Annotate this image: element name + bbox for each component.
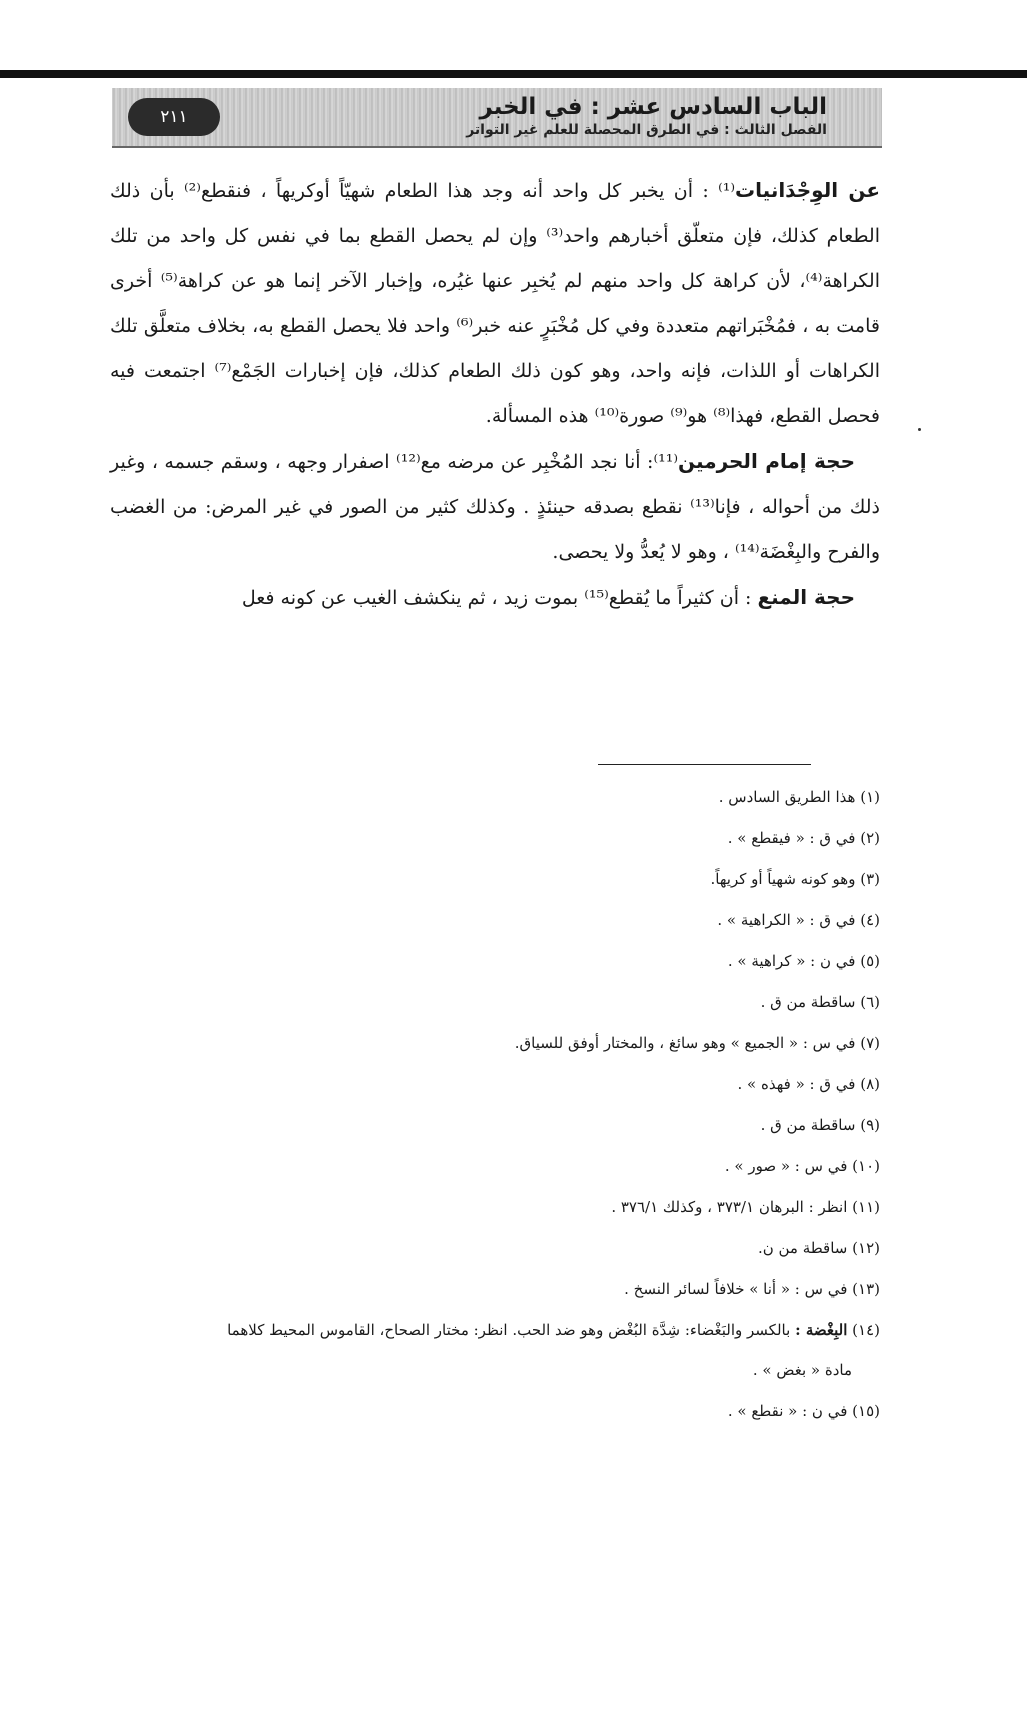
footnote-separator: [598, 764, 811, 765]
footnote-text: بالكسر والبَغْضاء: شِدَّة البُغْض وهو ضد الحب. انظر: مختار الصحاح، القاموس المحيط كلاهما: [227, 1321, 791, 1339]
footnote-text: في ق : « الكراهية » .: [717, 911, 856, 929]
top-rule: [0, 70, 1027, 78]
term-man: حجة المنع: [757, 585, 855, 609]
footnote-text: في ن : « كراهية » .: [727, 952, 856, 970]
paragraph-man: [110, 575, 880, 621]
paragraph-text: ⁽¹¹⁾: أنا نجد المُخْبِر عن مرضه مع⁽¹²⁾ اصفرار وجهه ، وسقم جسمه ، وغير ذلك من أحواله ، فإنا⁽¹³⁾ نقطع بصدقه حينئذٍ . وكذلك كثير من الصور في غير المرض: من الغضب والفرح والبِغْضَة⁽¹⁴⁾ ، وهو لا يُعدُّ ولا يحصى.: [110, 451, 880, 563]
footnote-text: ساقطة من ن.: [757, 1239, 848, 1257]
footnote-text: في ن : « نقطع » .: [727, 1402, 848, 1420]
footnote: [60, 1310, 880, 1350]
footnote: [60, 1146, 880, 1187]
footnote-number: (١١): [852, 1198, 880, 1216]
footnote: [60, 900, 880, 941]
footnote-number: (٥): [860, 952, 880, 970]
footnote-number: (١): [860, 788, 880, 806]
footnote-number: (١٢): [852, 1239, 880, 1257]
paragraph-wijdaniyyat: [110, 168, 880, 439]
footnote-number: (٢): [860, 829, 880, 847]
footnote-text: في ق : « فيقطع » .: [727, 829, 856, 847]
footnote: [60, 777, 880, 818]
footnote-number: (٣): [860, 870, 880, 888]
paragraph-imam-haramain: [110, 439, 880, 575]
footnote: [60, 1064, 880, 1105]
footnote-text: في س : « أنا » خلافاً لسائر النسخ .: [624, 1280, 848, 1298]
paragraph-text: : أن كثيراً ما يُقطع⁽¹⁵⁾ بموت زيد ، ثم ينكشف الغيب عن كونه فعل: [241, 587, 758, 609]
footnote-text: في س : « الجميع » وهو سائغ ، والمختار أوفق للسياق.: [514, 1034, 856, 1052]
footnote-number: (٤): [860, 911, 880, 929]
footnote: [60, 982, 880, 1023]
footnote-number: (٦): [860, 993, 880, 1011]
footnote-text: هذا الطريق السادس .: [718, 788, 856, 806]
footnote-number: (٧): [860, 1034, 880, 1052]
footnote: [60, 818, 880, 859]
footnote: [60, 1023, 880, 1064]
footnote-term: البِغْضة :: [795, 1321, 848, 1339]
footnote: [60, 859, 880, 900]
footnote-text: في س : « صور » .: [724, 1157, 848, 1175]
footnote: [60, 941, 880, 982]
footnote-number: (٨): [860, 1075, 880, 1093]
footnote-text: مادة « بغض » .: [752, 1361, 852, 1379]
footnote-text: في ق : « فهذه » .: [737, 1075, 856, 1093]
footnote-number: (١٠): [852, 1157, 880, 1175]
footnote: [60, 1391, 880, 1432]
footnote: [60, 1187, 880, 1228]
footnote: [60, 1105, 880, 1146]
footnote: [60, 1228, 880, 1269]
footnote-number: (٩): [860, 1116, 880, 1134]
footnote-number: (١٣): [852, 1280, 880, 1298]
footnote-continuation: [60, 1350, 880, 1391]
page-number: ٢١١: [128, 98, 220, 136]
term-imam-haramain: حجة إمام الحرمين: [678, 449, 855, 473]
body-text: [110, 168, 880, 621]
footnote-text: ساقطة من ق .: [760, 993, 856, 1011]
footnote: [60, 1269, 880, 1310]
term-wijdaniyyat: عن الوِجْدَانيات: [735, 178, 880, 202]
section-title: الفصل الثالث : في الطرق المحصلة للعلم غير التواتر: [466, 122, 827, 138]
chapter-title: الباب السادس عشر : في الخبر: [479, 94, 827, 120]
footnote-text: ساقطة من ق .: [760, 1116, 856, 1134]
paragraph-text: ⁽¹⁾ : أن يخبر كل واحد أنه وجد هذا الطعام شهيّاً أوكريهاً ، فنقطع⁽²⁾ بأن ذلك الطعام كذلك، فإن متعلّق أخبارهم واحد⁽³⁾ وإن لم يحصل القطع بما في نفس كل واحد من تلك الكراهة⁽⁴⁾، لأن كراهة كل واحد منهم لم يُخبِر عنها غيُره، وإخبار الآخر إنما هو عن كراهة⁽⁵⁾ أخرى قامت به ، فمُخْبَراتهم متعددة وفي كل مُخْبَرٍ عنه خبر⁽⁶⁾ واحد فلا يحصل القطع به، بخلاف متعلَّق تلك الكراهات أو اللذات، فإنه واحد، وهو كون ذلك الطعام كذلك، فإن إخبارات الجَمْع⁽⁷⁾ اجتمعت فيه فحصل القطع، فهذا⁽⁸⁾ هو⁽⁹⁾ صورة⁽¹⁰⁾ هذه المسألة.: [110, 180, 881, 427]
footnote-number: (١٥): [852, 1402, 880, 1420]
footnote-number: (١٤): [852, 1321, 880, 1339]
footnotes: [60, 777, 880, 1432]
footnote-text: وهو كونه شهياً أو كريهاً.: [710, 870, 856, 888]
footnote-text: انظر : البرهان ٣٧٣/١ ، وكذلك ٣٧٦/١ .: [611, 1198, 848, 1216]
margin-mark: [918, 428, 921, 431]
